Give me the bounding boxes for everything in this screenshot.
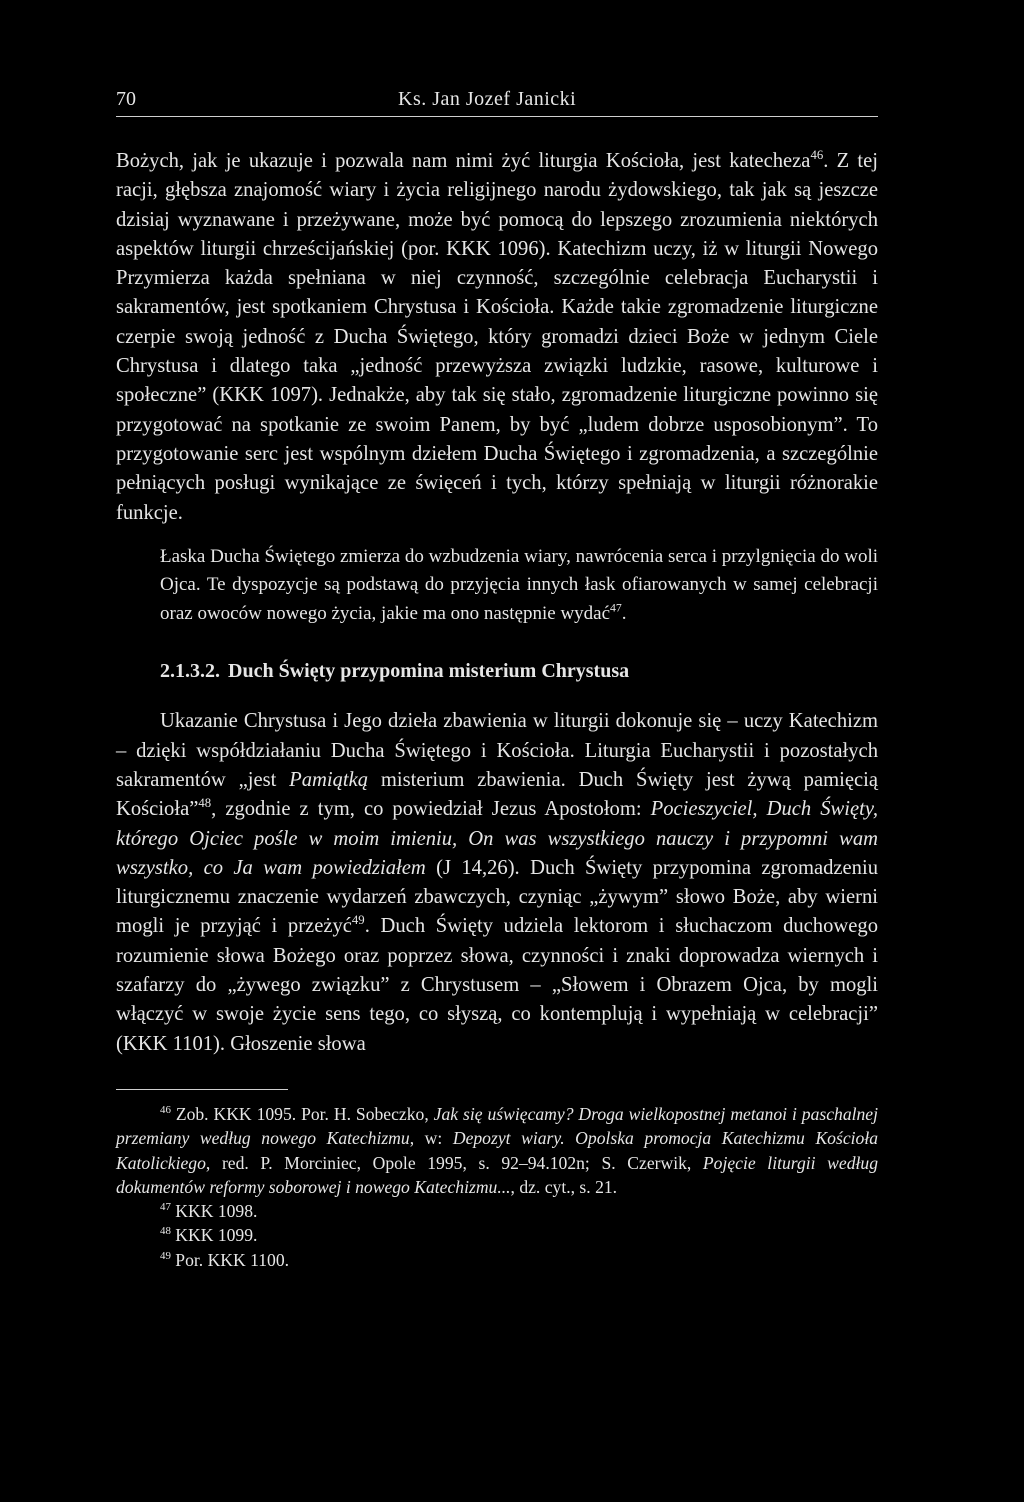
footnote-ref-46[interactable]: 46 <box>810 148 824 163</box>
paragraph-2-text-1: Ukazanie Chrystusa i Jego dzieła zbawienia w liturgii dokonuje się – uczy Katechizm – dzięki współdziałaniu Ducha Świętego i Kościoła. Liturgia Eucharystii i pozostałych sakramentów „jest <box>116 710 878 791</box>
page-number: 70 <box>116 88 136 110</box>
quote-end: . <box>621 602 627 624</box>
paragraph-2-italic-1: Pamiątką <box>289 768 369 791</box>
running-title: Ks. Jan Jozef Janicki <box>398 88 577 110</box>
paragraph-2-text-3: , zgodnie z tym, co powiedział Jezus Apostołom: <box>211 798 651 821</box>
paragraph-1-text-b: . Z tej racji, głębsza znajomość wiary i życia religijnego narodu żydowskiego, tak jak są jeszcze dzisiaj wyznawane i przeżywane, może być pomocą do lepszego zrozumienia niektórych aspektów liturgii chrześcijańskiej (por. KKK 1096). Katechizm uczy, iż w liturgii Nowego Przymierza każda spełniana w niej czynność, szczególnie celebracja Eucharystii i sakramentów, jest spotkaniem Chrystusa i Kościoła. Każde takie zgromadzenie liturgiczne czerpie swoją jedność z Ducha Świętego, który gromadzi dzieci Boże w jednym Ciele Chrystusa i dlatego taka „jedność przewyższa związki ludzkie, rasowe, kulturowe i społeczne” (KKK 1097). Jednakże, aby tak się stało, zgromadzenie liturgiczne powinno się przygotować na spotkanie ze swoim Panem, by być „ludem dobrze usposobionym”. To przygotowanie serc jest wspólnym dziełem Ducha Świętego i zgromadzenia, a szczególnie pełniących posługi wynikające ze święceń i tych, którzy spełniają w liturgii różnorakie funkcje. <box>116 150 879 524</box>
paragraph-2-text-5: . Duch Święty udziela lektorom i słuchaczom duchowego rozumienie słowa Bożego oraz poprzez słowa, czynności i znaki doprowadza wiernych i szafarzy do „żywego związku” z Chrystusem – „Słowem i Obrazem Ojca, by mogli włączyć w swoje życie sens tego, co słyszą, co kontemplują i wypełniają w celebracji” (KKK 1101). Głoszenie słowa <box>116 915 878 1055</box>
footnote-46-text-b: , w: <box>409 1128 453 1149</box>
footnote-46-text-d: , dz. cyt., s. 21. <box>510 1176 618 1197</box>
footnotes <box>116 1102 878 1272</box>
footnote-49-text: Por. KKK 1100. <box>170 1249 290 1270</box>
footnote-46-italic-1: Jak się uświęcamy? Droga wielkopostnej metanoi i paschalnej przemiany według nowego Katechizmu <box>116 1103 878 1149</box>
footnote-46-number: 46 <box>160 1104 171 1117</box>
footnote-49 <box>116 1248 878 1272</box>
footnote-separator <box>116 1089 288 1090</box>
paragraph-2-text-4: (J 14,26). Duch Święty przypomina zgromadzeniu liturgicznemu znaczenie wydarzeń zbawczych, czyniąc „żywym” słowo Boże, aby wierni mogli je przyjąć i przeżyć <box>116 856 878 938</box>
footnote-46-text-a: Zob. KKK 1095. Por. H. Sobeczko, <box>170 1103 434 1124</box>
footnote-47-text: KKK 1098. <box>170 1201 258 1222</box>
page <box>116 88 878 1272</box>
section-title: Duch Święty przypomina misterium Chrystusa <box>228 660 630 683</box>
page-header <box>116 88 878 117</box>
footnote-48-number: 48 <box>160 1225 171 1238</box>
footnote-46-text-c: , red. P. Morciniec, Opole 1995, s. 92–94.102n; S. Czerwik, <box>205 1152 703 1173</box>
footnote-46 <box>116 1102 878 1199</box>
footnote-48-text: KKK 1099. <box>170 1225 258 1246</box>
quote-text: Łaska Ducha Świętego zmierza do wzbudzenia wiary, nawrócenia serca i przylgnięcia do woli Ojca. Te dyspozycje są podstawą do przyjęcia innych łask ofiarowanych w samej celebracji oraz owoców nowego życia, jakie ma ono następnie wydać <box>160 545 878 624</box>
footnote-46-italic-3: Pojęcie liturgii według dokumentów reformy soborowej i nowego Katechizmu... <box>116 1152 878 1197</box>
footnote-ref-47[interactable]: 47 <box>610 601 622 615</box>
footnote-47-number: 47 <box>160 1201 171 1214</box>
paragraph-1 <box>116 147 878 528</box>
block-quote <box>160 543 878 629</box>
footnote-ref-48[interactable]: 48 <box>198 796 212 811</box>
paragraph-1-text-a: Bożych, jak je ukazuje i pozwala nam nimi żyć liturgia Kościoła, jest katecheza <box>116 150 811 172</box>
footnote-46-italic-2: Depozyt wiary. Opolska promocja Katechizmu Kościoła Katolickiego <box>116 1128 878 1173</box>
footnote-47 <box>116 1199 878 1223</box>
paragraph-2-text-2: misterium zbawienia. Duch Święty jest żywą pamięcią Kościoła” <box>116 768 878 821</box>
section-heading <box>160 660 878 683</box>
section-number: 2.1.3.2. <box>160 660 220 683</box>
footnote-48 <box>116 1223 878 1247</box>
paragraph-2-italic-2: Pocieszyciel, Duch Święty, którego Ojciec pośle w moim imieniu, On was wszystkiego nauczy i przypomni wam wszystko, co Ja wam powiedziałem <box>116 798 878 879</box>
paragraph-2 <box>116 707 878 1059</box>
footnote-49-number: 49 <box>160 1249 171 1262</box>
footnote-ref-49[interactable]: 49 <box>351 913 365 928</box>
